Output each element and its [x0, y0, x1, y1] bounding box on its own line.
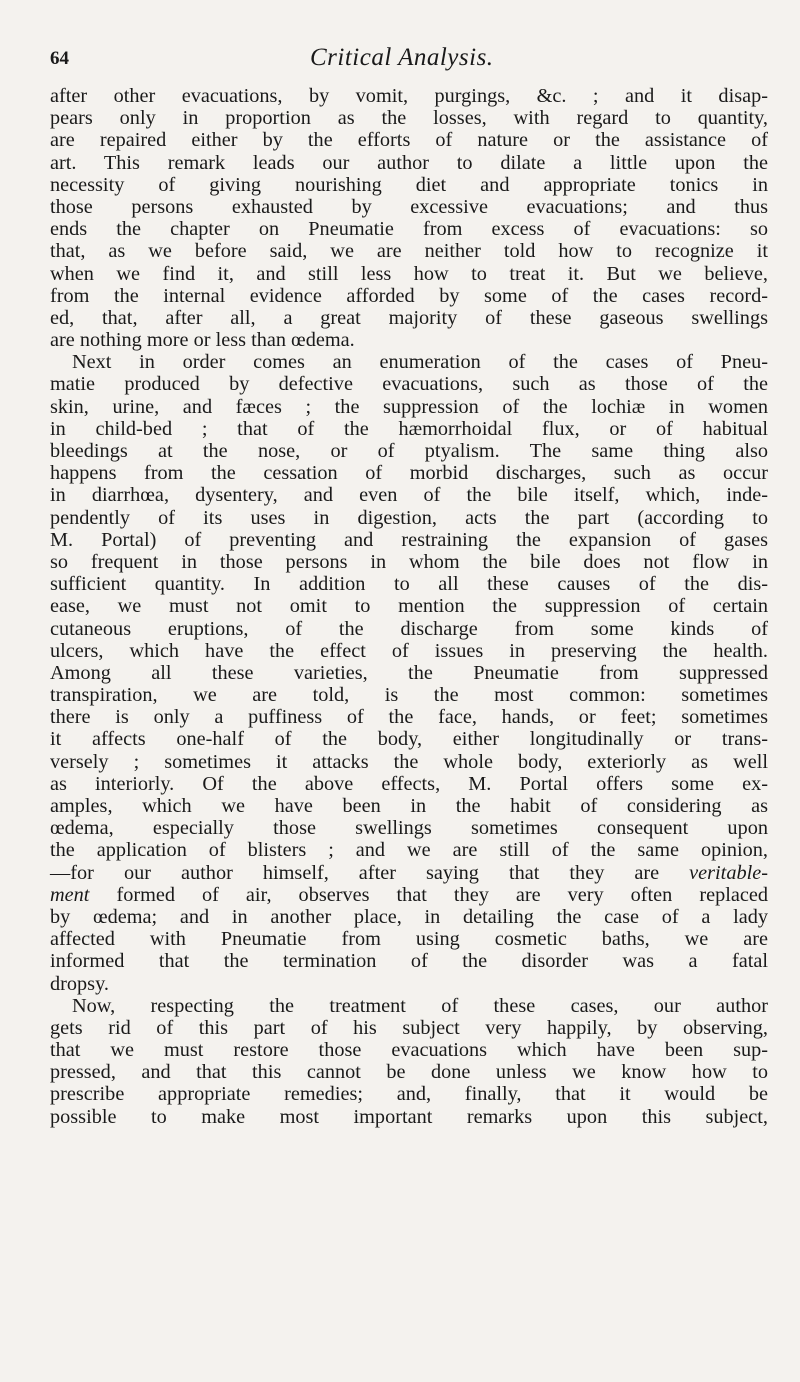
- text-line: [50, 662, 768, 684]
- text-line: [50, 773, 768, 795]
- line-text: from the internal evidence afforded by some of the cases record-: [50, 284, 768, 307]
- text-line: [50, 973, 768, 995]
- page-header: [50, 44, 770, 88]
- line-text: pressed, and that this cannot be done unless we know how to: [50, 1061, 768, 1084]
- line-text: matie produced by defective evacuations, such as those of the: [50, 373, 768, 396]
- line-text: versely ; sometimes it attacks the whole body, exteriorly as well: [50, 750, 768, 773]
- line-text: are nothing more or less than œdema.: [50, 329, 355, 352]
- page-number: 64: [50, 48, 69, 69]
- text-line: [50, 950, 768, 972]
- line-text: skin, urine, and fæces ; the suppression of the lochiæ in women: [50, 395, 768, 418]
- italic-text: ment: [50, 883, 90, 906]
- text-line: [50, 995, 768, 1017]
- line-text: cutaneous eruptions, of the discharge from some kinds of: [50, 617, 768, 640]
- line-text: are repaired either by the efforts of nature or the assistance of: [50, 129, 768, 152]
- text-line: [50, 839, 768, 861]
- line-text: those persons exhausted by excessive evacuations; and thus: [50, 195, 768, 218]
- line-text: informed that the termination of the disorder was a fatal: [50, 950, 768, 973]
- text-line: [50, 928, 768, 950]
- text-line: [50, 1061, 768, 1083]
- italic-text: veritable-: [689, 861, 768, 884]
- text-line: [50, 728, 768, 750]
- text-line: [50, 418, 768, 440]
- text-line: [50, 263, 768, 285]
- line-text: ulcers, which have the effect of issues in preserving the health.: [50, 639, 768, 662]
- line-text: when we find it, and still less how to treat it. But we believe,: [50, 262, 768, 285]
- text-line: [50, 862, 768, 884]
- text-line: [50, 595, 768, 617]
- line-text: Among all these varieties, the Pneumatie from suppressed: [50, 661, 768, 684]
- text-line: [50, 751, 768, 773]
- line-text: M. Portal) of preventing and restraining the expansion of gases: [50, 528, 768, 551]
- line-text: in child-bed ; that of the hæmorrhoidal flux, or of habitual: [50, 417, 768, 440]
- text-line: [50, 640, 768, 662]
- text-line: [50, 174, 768, 196]
- line-text: possible to make most important remarks upon this subject,: [50, 1105, 768, 1128]
- line-text: affected with Pneumatie from using cosmetic baths, we are: [50, 928, 768, 951]
- text-line: [50, 440, 768, 462]
- text-line: [50, 684, 768, 706]
- text-line: [50, 285, 768, 307]
- text-line: [50, 906, 768, 928]
- line-text: necessity of giving nourishing diet and appropriate tonics in: [50, 173, 768, 196]
- line-text: Now, respecting the treatment of these cases, our author: [72, 994, 768, 1017]
- text-line: [50, 795, 768, 817]
- line-text: it affects one-half of the body, either longitudinally or trans-: [50, 728, 768, 751]
- text-line: [50, 462, 768, 484]
- text-line: [50, 1083, 768, 1105]
- line-text: ends the chapter on Pneumatie from excess of evacuations: so: [50, 218, 768, 241]
- line-text: transpiration, we are told, is the most common: sometimes: [50, 684, 768, 707]
- text-line: [50, 218, 768, 240]
- text-line: [50, 373, 768, 395]
- text-line: [50, 351, 768, 373]
- text-line: [50, 507, 768, 529]
- line-text: after other evacuations, by vomit, purgings, &c. ; and it disap-: [50, 85, 768, 107]
- text-line: [50, 484, 768, 506]
- text-line: [50, 618, 768, 640]
- line-text: in diarrhœa, dysentery, and even of the bile itself, which, inde-: [50, 484, 768, 507]
- line-text: that, as we before said, we are neither told how to recognize it: [50, 240, 768, 263]
- text-line: [50, 240, 768, 262]
- line-text: that we must restore those evacuations which have been sup-: [50, 1039, 768, 1062]
- text-line: [50, 396, 768, 418]
- text-line: [50, 529, 768, 551]
- body-text: [50, 85, 768, 1128]
- text-line: [50, 196, 768, 218]
- text-line: [50, 329, 768, 351]
- line-text: prescribe appropriate remedies; and, finally, that it would be: [50, 1083, 768, 1106]
- line-text: sufficient quantity. In addition to all these causes of the dis-: [50, 573, 768, 596]
- text-line: [50, 129, 768, 151]
- line-text: ed, that, after all, a great majority of these gaseous swellings: [50, 306, 768, 329]
- text-line: [50, 573, 768, 595]
- line-text: —for our author himself, after saying that they are: [50, 861, 690, 884]
- text-line: [50, 551, 768, 573]
- text-line: [50, 817, 768, 839]
- line-text: the application of blisters ; and we are still of the same opinion,: [50, 839, 768, 862]
- line-text: Next in order comes an enumeration of the cases of Pneu-: [72, 351, 768, 374]
- line-text: ease, we must not omit to mention the suppression of certain: [50, 595, 768, 618]
- text-line: [50, 1039, 768, 1061]
- running-head: Critical Analysis.: [310, 44, 494, 71]
- line-text: pendently of its uses in digestion, acts the part (according to: [50, 506, 768, 529]
- line-text: dropsy.: [50, 972, 109, 995]
- text-line: [50, 1017, 768, 1039]
- line-text: gets rid of this part of his subject very happily, by observing,: [50, 1016, 768, 1039]
- text-line: [50, 85, 768, 107]
- line-text: œdema, especially those swellings sometimes consequent upon: [50, 817, 768, 840]
- line-text: by œdema; and in another place, in detailing the case of a lady: [50, 905, 768, 928]
- line-text: art. This remark leads our author to dilate a little upon the: [50, 151, 768, 174]
- line-text: bleedings at the nose, or of ptyalism. The same thing also: [50, 440, 768, 462]
- line-text: happens from the cessation of morbid discharges, such as occur: [50, 462, 768, 485]
- text-line: [50, 1106, 768, 1128]
- line-text: formed of air, observes that they are very often replaced: [89, 883, 768, 906]
- text-line: [50, 107, 768, 129]
- line-text: amples, which we have been in the habit of considering as: [50, 795, 768, 817]
- text-line: [50, 884, 768, 906]
- text-line: [50, 307, 768, 329]
- line-text: pears only in proportion as the losses, with regard to quantity,: [50, 107, 768, 130]
- line-text: there is only a puffiness of the face, hands, or feet; sometimes: [50, 706, 768, 729]
- text-line: [50, 152, 768, 174]
- line-text: as interiorly. Of the above effects, M. Portal offers some ex-: [50, 772, 768, 795]
- line-text: so frequent in those persons in whom the bile does not flow in: [50, 550, 768, 573]
- text-line: [50, 706, 768, 728]
